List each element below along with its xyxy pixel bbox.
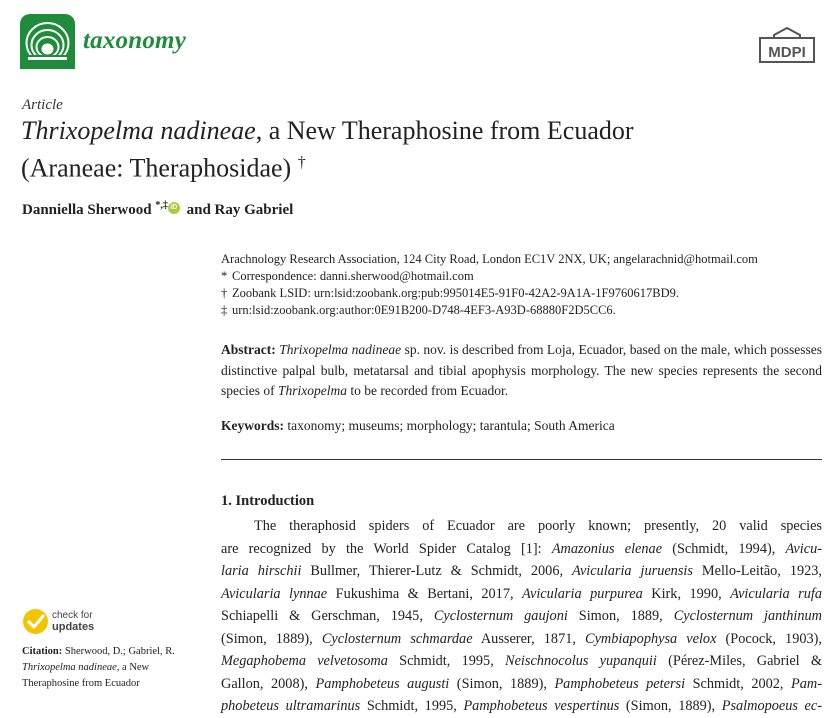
publisher-logo-text: MDPI xyxy=(768,44,806,61)
paragraph-line xyxy=(221,650,822,673)
text-run: Mello-Leitão, 1923, xyxy=(692,563,823,579)
text-run: Kirk, 1990, xyxy=(642,585,731,602)
text-run: Schiapelli & Gerschman, 1945, xyxy=(221,608,434,624)
species-name: Avicularia rufa xyxy=(730,585,823,602)
badge-line-2: updates xyxy=(52,621,95,633)
species-name: Pamphobeteus augusti xyxy=(315,675,450,692)
species-name: Amazonius elenae xyxy=(551,540,663,557)
text-run: (Schmidt, 1994), xyxy=(662,540,786,557)
author-2[interactable]: Ray Gabriel xyxy=(214,202,294,218)
species-name: Cyclosternum schmardae xyxy=(321,630,473,647)
title-rest: , a New Theraphosine from Ecuador xyxy=(255,116,634,145)
text-run: Gallon, 2008), xyxy=(221,675,316,692)
author-1[interactable]: Danniella Sherwood xyxy=(22,202,152,218)
species-name: Pam- xyxy=(791,675,822,692)
species-name: Psalmopoeus ec- xyxy=(721,698,823,714)
section-divider xyxy=(221,459,822,460)
text-run: (Simon, 1889), xyxy=(619,698,722,714)
title-line2: (Araneae: Theraphosidae) xyxy=(21,153,292,183)
species-name: Avicularia purpurea xyxy=(522,585,643,602)
citation: Citation: Sherwood, D.; Gabriel, R. Thrixopelma nadineae, a New Theraphosine from Ecuador xyxy=(22,646,175,689)
author-list xyxy=(22,200,293,219)
text-run: Schmidt, 1995, xyxy=(387,653,506,669)
abstract-label: Abstract: xyxy=(221,342,276,357)
species-name: Cyclosternum janthinum xyxy=(673,608,823,624)
species-name: Avicularia lynnae xyxy=(221,585,328,602)
paragraph-line xyxy=(221,605,822,628)
text-run: Fukushima & Bertani, 2017, xyxy=(327,585,523,602)
species-name: Megaphobema velvetosoma xyxy=(221,653,388,669)
badge-line-1: check for xyxy=(52,610,93,621)
mdpi-logo-icon xyxy=(754,26,820,66)
paragraph-line xyxy=(221,538,822,561)
abstract: Abstract: Thrixopelma nadineae sp. nov. is described from Loja, Ecuador, based on the male, which possesses distinctive palpal bulb, metatarsal and tibial apophysis morphology. The new species represents the second species of Thrixopelma to be recorded from Ecuador. xyxy=(221,342,823,398)
paragraph-line xyxy=(221,515,822,538)
check-for-updates-badge[interactable] xyxy=(22,608,132,638)
species-name: Cymbiapophysa velox xyxy=(585,630,717,647)
citation-label: Citation: xyxy=(22,646,63,657)
text-run: Bullmer, Thierer-Lutz & Schmidt, 2006, xyxy=(301,563,572,579)
affiliation-1: Arachnology Research Association, 124 City Road, London EC1V 2NX, UK; angelarachnid@hotmail.com xyxy=(221,252,758,266)
paragraph-line xyxy=(221,628,822,651)
species-name: Neischnocolus yupanquii xyxy=(505,653,657,669)
keywords-label: Keywords: xyxy=(221,418,284,433)
text-run: (Pocock, 1903), xyxy=(716,630,822,647)
species-name: Avicu- xyxy=(785,540,822,557)
orcid-icon[interactable]: iD xyxy=(168,202,180,214)
check-updates-icon xyxy=(22,608,49,635)
text-run: Simon, 1889, xyxy=(567,608,674,624)
species-name: Pamphobeteus vespertinus xyxy=(463,698,620,714)
paragraph-line xyxy=(221,583,822,606)
species-name: phobeteus ultramarinus xyxy=(221,698,361,714)
article-title xyxy=(21,115,821,185)
species-name: Avicularia juruensis xyxy=(572,563,693,579)
zoobank-pub-lsid: † Zoobank LSID: urn:lsid:zoobank.org:pub:995014E5-91F0-42A2-9A1A-1F9760617BD9. xyxy=(221,286,679,300)
text-run: (Simon, 1889), xyxy=(449,675,555,692)
text-run: Ausserer, 1871, xyxy=(472,630,586,647)
section-heading-introduction: 1. Introduction xyxy=(221,493,315,509)
text-run: (Pérez-Miles, Gabriel & xyxy=(656,653,823,669)
keywords xyxy=(221,418,822,434)
text-run: are recognized by the World Spider Catalog [1]: xyxy=(221,540,552,557)
introduction-body xyxy=(221,515,822,718)
author-separator: and xyxy=(182,202,215,218)
author-1-marks: *,‡ xyxy=(155,200,168,211)
text-run: (Simon, 1889), xyxy=(221,630,322,647)
zoobank-author-lsid: ‡ urn:lsid:zoobank.org:author:0E91B200-D748-4EF3-A93D-68880F2D5CC6. xyxy=(221,303,616,317)
title-dagger: † xyxy=(297,154,306,171)
species-name: Pamphobeteus petersi xyxy=(554,675,686,692)
article-type: Article xyxy=(22,97,63,113)
text-run: Schmidt, 1995, xyxy=(360,698,464,714)
paragraph-line xyxy=(221,695,822,718)
keywords-list: taxonomy; museums; morphology; tarantula; South America xyxy=(284,418,615,433)
species-name: Cyclosternum gaujoni xyxy=(433,608,568,624)
correspondence: * Correspondence: danni.sherwood@hotmail.com xyxy=(221,269,474,283)
paragraph-line xyxy=(221,560,822,583)
journal-logo-icon xyxy=(20,14,75,69)
title-species: Thrixopelma nadineae xyxy=(21,116,256,145)
text-run: Schmidt, 2002, xyxy=(685,675,792,692)
journal-name: taxonomy xyxy=(83,27,186,54)
text-run: The theraphosid spiders of Ecuador are poorly known; presently, 20 valid species xyxy=(254,518,822,534)
species-name: laria hirschii xyxy=(221,563,302,579)
